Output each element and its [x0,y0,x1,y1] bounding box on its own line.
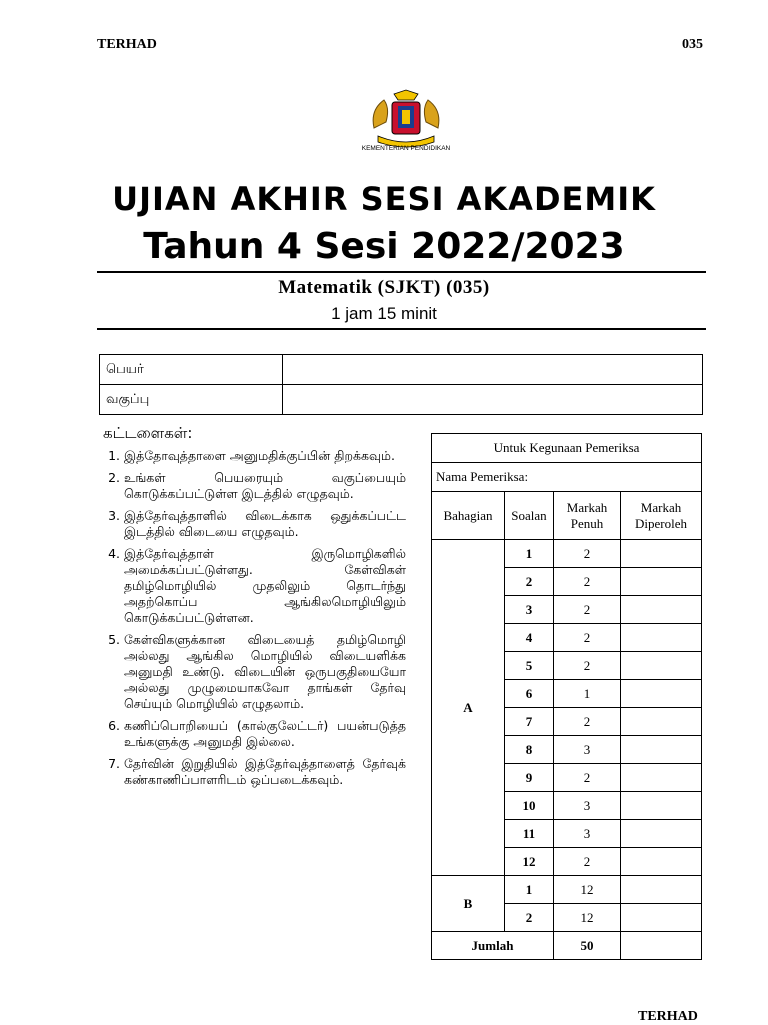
full-marks: 3 [554,792,621,820]
instructions-title: கட்டளைகள்: [103,424,193,442]
question-number: 10 [505,792,554,820]
class-label: வகுப்பு [100,385,283,415]
total-obtained-cell[interactable] [621,932,702,960]
table-row [432,540,702,568]
total-full-marks: 50 [554,932,621,960]
instruction-item: 3. இத்தேர்வுத்தாளில் விடைக்காக ஒதுக்கப்பட்ட இடத்தில் விடையை எழுதவும். [124,508,406,540]
question-number: 1 [505,540,554,568]
instruction-item: 1. இத்தோவுத்தாளை அனுமதிக்குப்பின் திறக்கவும். [124,448,406,464]
full-marks: 1 [554,680,621,708]
question-number: 9 [505,764,554,792]
divider-bottom [97,328,706,330]
instruction-item: 7. தேர்வின் இறுதியில் இத்தேர்வுத்தாளைத் தேர்வுக் கண்காணிப்பாளரிடம் ஒப்படைக்கவும். [124,756,406,788]
instruction-item: 6. கணிப்பொறியைப் (கால்குலேட்டர்) பயன்படுத்த உங்களுக்கு அனுமதி இல்லை. [124,718,406,750]
obtained-marks-cell[interactable] [621,764,702,792]
full-marks: 2 [554,624,621,652]
full-marks: 2 [554,652,621,680]
question-number: 1 [505,876,554,904]
section-label: A [432,540,505,876]
question-number: 7 [505,708,554,736]
duration: 1 jam 15 minit [331,304,437,323]
full-marks: 2 [554,708,621,736]
instruction-item: 2. உங்கள் பெயரையும் வகுப்பையும் கொடுக்கப்பட்டுள்ள இடத்தில் எழுதவும். [124,470,406,502]
question-number: 4 [505,624,554,652]
full-marks: 2 [554,568,621,596]
footer-classification: TERHAD [638,1009,698,1024]
paper-code: 035 [682,37,703,52]
name-label: பெயர் [100,355,283,385]
full-marks: 2 [554,764,621,792]
obtained-marks-cell[interactable] [621,708,702,736]
obtained-marks-cell[interactable] [621,540,702,568]
divider-top [97,271,706,273]
marking-table-title: Untuk Kegunaan Pemeriksa [432,434,702,463]
obtained-marks-cell[interactable] [621,624,702,652]
full-marks: 2 [554,596,621,624]
table-row [432,876,702,904]
question-number: 12 [505,848,554,876]
ministry-caption: KEMENTERIAN PENDIDIKAN [361,145,451,152]
examiner-name-label: Nama Pemeriksa: [432,463,702,492]
question-number: 3 [505,596,554,624]
question-number: 2 [505,904,554,932]
full-marks: 2 [554,540,621,568]
exam-title: UJIAN AKHIR SESI AKADEMIK [112,180,656,218]
question-number: 2 [505,568,554,596]
full-marks: 12 [554,904,621,932]
header-classification: TERHAD [97,37,157,52]
full-marks: 3 [554,736,621,764]
obtained-marks-cell[interactable] [621,904,702,932]
full-marks: 12 [554,876,621,904]
obtained-marks-cell[interactable] [621,596,702,624]
instruction-item: 4. இத்தேர்வுத்தாள் இருமொழிகளில் அமைக்கப்பட்டுள்ளது. கேள்விகள் தமிழ்மொழியில் முதலிலும் தொடர்ந்து அதற்கொப்ப ஆங்கிலமொழியிலும் கொடுக்கப்பட்டுள்ளன. [124,546,406,626]
column-header-full-marks: Markah Penuh [554,492,621,540]
subject-title: Matematik (SJKT) (035) [278,277,490,298]
instructions-list [108,448,406,794]
obtained-marks-cell[interactable] [621,848,702,876]
full-marks: 2 [554,848,621,876]
name-row [100,355,703,385]
total-label: Jumlah [432,932,554,960]
question-number: 5 [505,652,554,680]
class-row [100,385,703,415]
obtained-marks-cell[interactable] [621,736,702,764]
coat-of-arms-logo [364,88,448,150]
obtained-marks-cell[interactable] [621,652,702,680]
column-header-section: Bahagian [432,492,505,540]
class-field[interactable] [283,385,703,415]
obtained-marks-cell[interactable] [621,876,702,904]
column-header-obtained-marks: Markah Diperoleh [621,492,702,540]
question-number: 8 [505,736,554,764]
obtained-marks-cell[interactable] [621,680,702,708]
question-number: 11 [505,820,554,848]
column-header-question: Soalan [505,492,554,540]
obtained-marks-cell[interactable] [621,820,702,848]
marking-table [431,433,702,960]
exam-year: Tahun 4 Sesi 2022/2023 [143,226,625,267]
section-label: B [432,876,505,932]
name-field[interactable] [283,355,703,385]
question-number: 6 [505,680,554,708]
obtained-marks-cell[interactable] [621,792,702,820]
student-info-table [99,354,703,415]
full-marks: 3 [554,820,621,848]
instruction-item: 5. கேள்விகளுக்கான விடையைத் தமிழ்மொழி அல்லது ஆங்கில மொழியில் விடையளிக்க அனுமதி உண்டு. விடையின் ஒருபகுதியையோ அல்லது முழுமையாகவோ தாங்கள் தேர்வு செய்யும் மொழியில் எழுதலாம். [124,632,406,712]
obtained-marks-cell[interactable] [621,568,702,596]
